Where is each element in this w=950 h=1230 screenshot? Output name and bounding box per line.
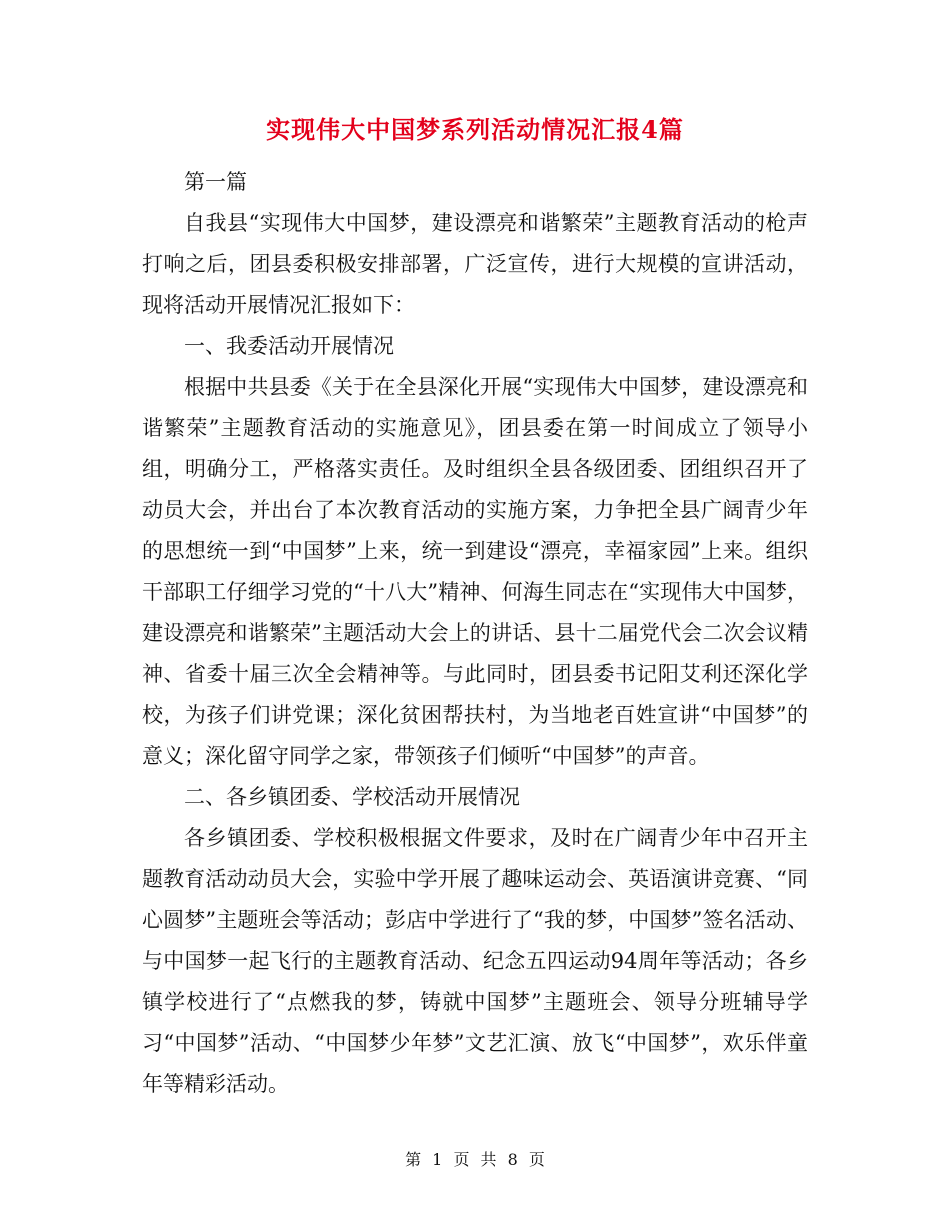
town-school-activities-paragraph: 各乡镇团委、学校积极根据文件要求，及时在广阔青少年中召开主题教育活动动员大会，实验中学开展了趣味运动会、英语演讲竞赛、“同心圆梦”主题班会等活动；彭店中学进行了“我的梦，中国梦”签名活动、与中国梦一起飞行的主题教育活动、纪念五四运动94周年等活动；各乡镇学校进行了“点燃我的梦，铸就中国梦”主题班会、领导分班辅导学习“中国梦”活动、“中国梦少年梦”文艺汇演、放飞“中国梦”，欢乐伴童年等精彩活动。 [142, 826, 808, 1096]
section-heading-town-school-activities: 二、各乡镇团委、学校活动开展情况 [184, 785, 520, 809]
section-heading-committee-activities: 一、我委活动开展情况 [184, 334, 394, 358]
document-body [142, 162, 808, 1105]
section-heading-part-one: 第一篇 [184, 170, 247, 194]
document-title: 实现伟大中国梦系列活动情况汇报4篇 [266, 115, 684, 144]
committee-activities-paragraph: 根据中共县委《关于在全县深化开展“实现伟大中国梦，建设漂亮和谐繁荣”主题教育活动的实施意见》，团县委在第一时间成立了领导小组，明确分工，严格落实责任。及时组织全县各级团委、团组织召开了动员大会，并出台了本次教育活动的实施方案，力争把全县广阔青少年的思想统一到“中国梦”上来，统一到建设“漂亮，幸福家园”上来。组织干部职工仔细学习党的“十八大”精神、何海生同志在“实现伟大中国梦，建设漂亮和谐繁荣”主题活动大会上的讲话、县十二届党代会二次会议精神、省委十届三次全会精神等。与此同时，团县委书记阳艾利还深化学校，为孩子们讲党课；深化贫困帮扶村，为当地老百姓宣讲“中国梦”的意义；深化留守同学之家，带领孩子们倾听“中国梦”的声音。 [142, 375, 808, 768]
intro-paragraph: 自我县“实现伟大中国梦，建设漂亮和谐繁荣”主题教育活动的枪声打响之后，团县委积极安排部署，广泛宣传，进行大规模的宣讲活动，现将活动开展情况汇报如下： [142, 211, 808, 317]
page-number-footer: 第 1 页 共 8 页 [405, 1150, 545, 1169]
